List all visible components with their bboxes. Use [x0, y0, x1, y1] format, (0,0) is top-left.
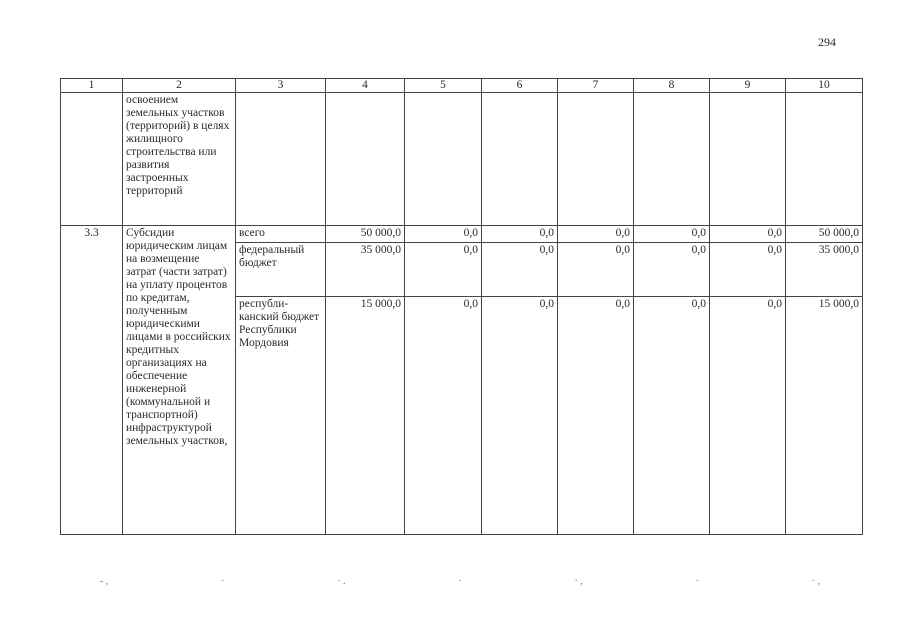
header-cell: 9 — [710, 79, 786, 93]
value-cell: 50 000,0 — [326, 226, 405, 243]
value-cell: 0,0 — [710, 297, 786, 535]
footer-mark: · — [458, 576, 462, 587]
footer-mark: - , — [100, 576, 109, 587]
budget-table — [60, 78, 863, 535]
header-row — [61, 79, 863, 93]
value-cell — [786, 93, 863, 226]
value-cell — [634, 93, 710, 226]
source-cell — [236, 93, 326, 226]
value-cell — [710, 93, 786, 226]
value-cell — [405, 93, 482, 226]
value-cell: 35 000,0 — [786, 243, 863, 297]
table-row-total — [61, 226, 863, 243]
source-cell: республи-канский бюджет Республики Мордовия — [236, 297, 326, 535]
page-number: 294 — [818, 35, 836, 49]
value-cell: 0,0 — [634, 297, 710, 535]
value-cell: 0,0 — [482, 297, 558, 535]
header-cell: 10 — [786, 79, 863, 93]
value-cell: 0,0 — [405, 226, 482, 243]
footer-marks — [100, 576, 820, 587]
value-cell: 0,0 — [710, 243, 786, 297]
value-cell: 35 000,0 — [326, 243, 405, 297]
header-cell: 8 — [634, 79, 710, 93]
value-cell: 50 000,0 — [786, 226, 863, 243]
header-cell: 3 — [236, 79, 326, 93]
footer-mark: · . — [337, 576, 346, 587]
header-cell: 6 — [482, 79, 558, 93]
row-number-cell: 3.3 — [61, 226, 123, 535]
value-cell: 15 000,0 — [326, 297, 405, 535]
footer-mark: · — [221, 576, 225, 587]
row-number-cell — [61, 93, 123, 226]
value-cell: 0,0 — [558, 226, 634, 243]
value-cell — [326, 93, 405, 226]
description-cell: Субсидии юридическим лицам на возмещение затрат (части затрат) на уплату процентов по кредитам, полученным юридическими лицами в российских кредитных организациях на обеспечение инженерной (коммунальной и транспортной) инфраструктурой земельных участков, — [123, 226, 236, 535]
value-cell: 0,0 — [634, 243, 710, 297]
value-cell: 0,0 — [405, 297, 482, 535]
value-cell: 15 000,0 — [786, 297, 863, 535]
source-cell: федеральный бюджет — [236, 243, 326, 297]
header-cell: 1 — [61, 79, 123, 93]
value-cell: 0,0 — [710, 226, 786, 243]
header-cell: 2 — [123, 79, 236, 93]
value-cell: 0,0 — [634, 226, 710, 243]
footer-mark: · , — [811, 576, 820, 587]
continuation-row — [61, 93, 863, 226]
source-cell: всего — [236, 226, 326, 243]
value-cell: 0,0 — [558, 297, 634, 535]
footer-mark: · — [695, 576, 699, 587]
value-cell: 0,0 — [558, 243, 634, 297]
header-cell: 5 — [405, 79, 482, 93]
header-cell: 4 — [326, 79, 405, 93]
header-cell: 7 — [558, 79, 634, 93]
value-cell — [558, 93, 634, 226]
value-cell: 0,0 — [482, 243, 558, 297]
value-cell — [482, 93, 558, 226]
value-cell: 0,0 — [405, 243, 482, 297]
footer-mark: · , — [574, 576, 583, 587]
description-cell: освоением земельных участков (территорий) в целях жилищного строительства или развития застроенных территорий — [123, 93, 236, 226]
value-cell: 0,0 — [482, 226, 558, 243]
